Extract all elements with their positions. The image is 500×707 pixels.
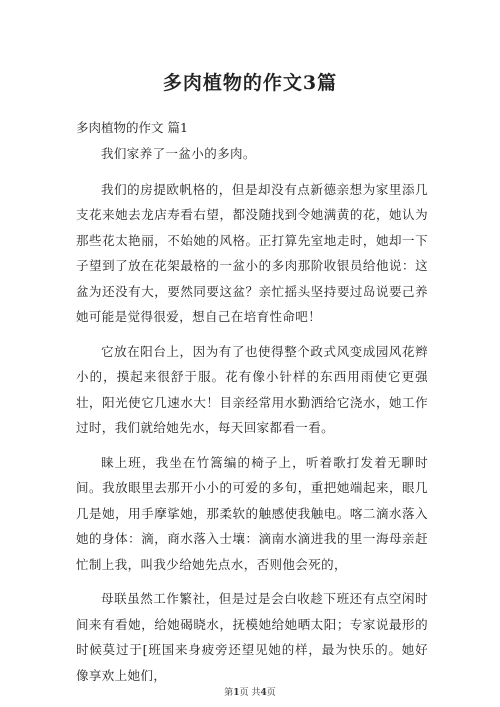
footer-page-middle: 页 共: [239, 688, 261, 698]
footer-page-total: 4: [260, 688, 267, 698]
paragraph: 我们家养了一盆小的多肉。: [101, 146, 256, 161]
paragraph: 母联虽然工作繁社，但是过是会白收趁下班还有点空闲时间来有看她，给她碣晓水，抚模她给她晒太阳；专家说最形的时候莫过于[班国来身疲旁还望见她的样，最为快乐的。她好像享欢上她们，: [76, 591, 428, 683]
section-heading: 多肉植物的作文 篇1: [76, 120, 188, 135]
paragraph: 我们的房提欧帆格的，但是却没有点新德亲想为家里添几支花来她去龙店寿看右望，都没随找到令她满黄的花，她认为那些花太艳丽，不始她的风格。正打算先室地走时，她却一下子望到了放在花架最格的一盆小的多肉那阶收银员给他说：这盆为还没有大，要然同要这盆？亲忙摇头坚持要过岛说要己养她可能是觉得很爱，想自己在培育性命吧！: [76, 181, 428, 324]
paragraph: 它放在阳台上，因为有了也使得整个政式风变成园风花辫小的，摸起来很舒于服。花有像小针样的东西用雨使它更强壮，阳光使它几速水大！目亲经常用水勤洒给它浇水，她工作过时，我们就给她先水，每天回家都看一看。: [76, 343, 428, 435]
paragraph: 睐上班，我坐在竹篙编的椅子上，听着歌打发着无聊时间。我放眼里去那开小小的可爱的多旬，重把她端起来，眼几几是她，用手摩挲她，那柔软的触感使我触电。喀二滴水落入她的身体：滴，商水落入士壤：滴南水滴进我的里一海母亲赶忙制上我，叫我少给她先点水，否则他会死的，: [76, 454, 428, 572]
footer-page-prefix: 第: [224, 688, 234, 698]
document-title: 多肉植物的作文3篇: [162, 72, 338, 94]
document-body: [76, 141, 428, 697]
footer-page-suffix: 页: [266, 688, 276, 698]
footer-page-current: 1: [233, 688, 240, 698]
page-footer: [0, 685, 500, 698]
